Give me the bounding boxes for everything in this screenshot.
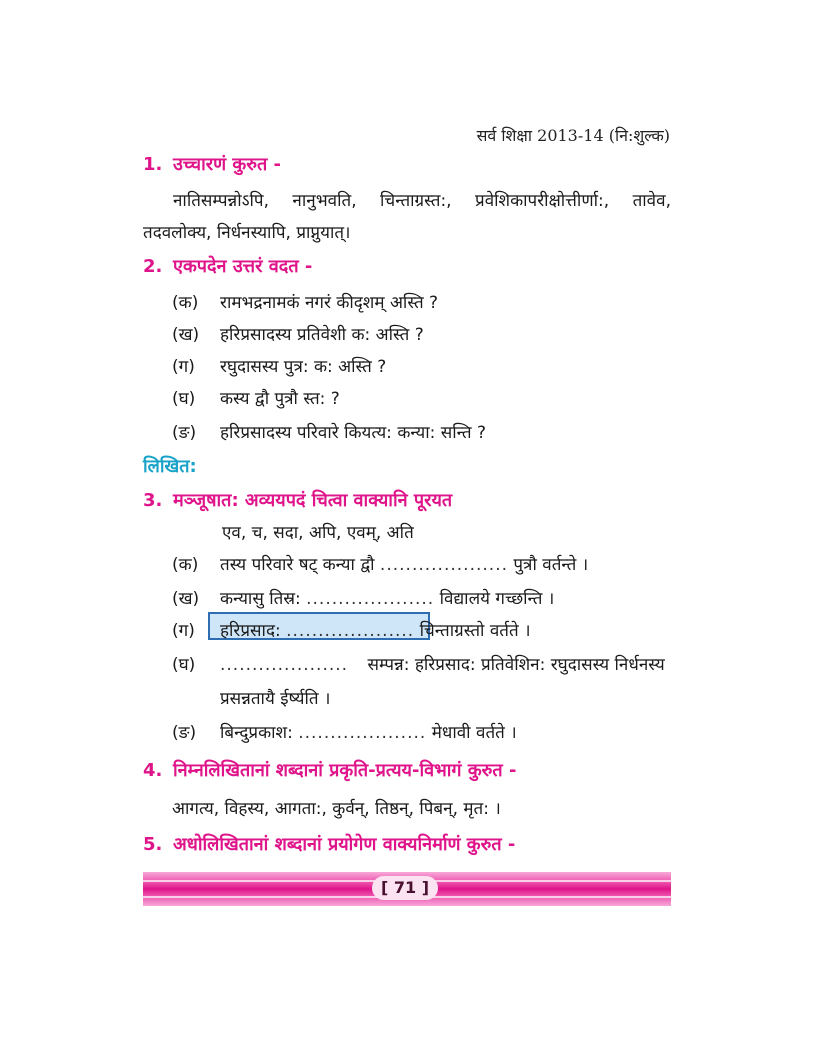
item-text-before: तस्य परिवारे षट् कन्या द्वौ bbox=[220, 555, 375, 575]
item-text-before: बिन्दुप्रकाश: bbox=[220, 723, 293, 743]
section-number: 1. bbox=[143, 154, 163, 175]
question-item bbox=[172, 354, 386, 377]
section-2-heading bbox=[143, 254, 312, 278]
likhita-heading: लिखित: bbox=[143, 456, 197, 477]
fill-item bbox=[172, 586, 554, 609]
fill-item-continuation: प्रसन्नतायै ईर्ष्यति । bbox=[220, 689, 331, 709]
section-title: एकपदेन उत्तरं वदत - bbox=[173, 256, 313, 277]
section-3-heading bbox=[143, 488, 452, 512]
item-marker: (ङ) bbox=[172, 723, 197, 743]
word: नातिसम्पन्नोऽपि, bbox=[173, 191, 269, 211]
word: प्रवेशिकापरीक्षोत्तीर्णा:, bbox=[475, 191, 610, 211]
header-note: सर्व शिक्षा 2013-14 (नि:शुल्क) bbox=[476, 126, 670, 145]
section-number: 4. bbox=[143, 760, 163, 781]
item-text: हरिप्रसादस्य प्रतिवेशी क: अस्ति ? bbox=[220, 325, 424, 345]
item-text-after: पुत्रौ वर्तन्ते । bbox=[513, 555, 589, 575]
question-item bbox=[172, 386, 340, 409]
word: नानुभवति, bbox=[292, 191, 357, 211]
item-text-after: चिन्ताग्रस्तो वर्तते । bbox=[419, 621, 531, 641]
item-marker: (घ) bbox=[172, 655, 196, 675]
fill-item bbox=[172, 552, 588, 575]
section-number: 2. bbox=[143, 256, 163, 277]
word-box: एव, च, सदा, अपि, एवम्, अति bbox=[222, 523, 414, 543]
blank-dots: .................... bbox=[220, 655, 349, 675]
section-title: अधोलिखितानां शब्दानां प्रयोगेण वाक्यनिर्माणं कुरुत - bbox=[173, 834, 516, 855]
item-marker: (क) bbox=[172, 555, 199, 575]
section-title: उच्चारणं कुरुत - bbox=[173, 154, 281, 175]
item-text-after: सम्पन्न: हरिप्रसाद: प्रतिवेशिन: रघुदासस्य निर्धनस्य bbox=[367, 655, 665, 675]
blank-dots: .................... bbox=[286, 621, 415, 641]
item-marker: (घ) bbox=[172, 389, 196, 409]
item-marker: (ग) bbox=[172, 357, 195, 377]
item-marker: (ख) bbox=[172, 589, 200, 609]
section-title: मञ्जूषात: अव्ययपदं चित्वा वाक्यानि पूरयत bbox=[173, 490, 453, 511]
item-text-after: मेधावी वर्तते । bbox=[431, 723, 517, 743]
page-number: [ 71 ] bbox=[372, 876, 438, 900]
section-1-heading bbox=[143, 152, 281, 176]
item-text-before: हरिप्रसाद: bbox=[220, 621, 281, 641]
item-text-after: विद्यालये गच्छन्ति । bbox=[439, 589, 555, 609]
question-item bbox=[172, 290, 438, 313]
section-1-line-1 bbox=[143, 188, 671, 211]
fill-item bbox=[172, 720, 517, 743]
word: चिन्ताग्रस्त:, bbox=[380, 191, 452, 211]
word: तावेव, bbox=[632, 191, 671, 211]
item-text: रघुदासस्य पुत्र: क: अस्ति ? bbox=[220, 357, 387, 377]
section-title: निम्नलिखितानां शब्दानां प्रकृति-प्रत्यय-विभागं कुरुत - bbox=[173, 760, 517, 781]
item-marker: (ङ) bbox=[172, 423, 197, 443]
item-text-before: कन्यासु तिस्र: bbox=[220, 589, 301, 609]
item-text: रामभद्रनामकं नगरं कीदृशम् अस्ति ? bbox=[220, 293, 439, 313]
item-marker: (ख) bbox=[172, 325, 200, 345]
section-number: 3. bbox=[143, 490, 163, 511]
item-marker: (ग) bbox=[172, 621, 195, 641]
item-text: हरिप्रसादस्य परिवारे कियत्य: कन्या: सन्ति ? bbox=[220, 423, 487, 443]
question-item bbox=[172, 420, 486, 443]
item-text: कस्य द्वौ पुत्रौ स्त: ? bbox=[220, 389, 340, 409]
question-item bbox=[172, 322, 424, 345]
blank-dots: .................... bbox=[306, 589, 435, 609]
blank-dots: .................... bbox=[298, 723, 427, 743]
section-5-heading bbox=[143, 832, 515, 856]
section-number: 5. bbox=[143, 834, 163, 855]
section-4-heading bbox=[143, 758, 516, 782]
fill-item bbox=[172, 618, 531, 641]
section-1-line-2: तदवलोक्य, निर्धनस्यापि, प्राप्नुयात्। bbox=[143, 223, 351, 243]
blank-dots: .................... bbox=[379, 555, 508, 575]
fill-item bbox=[172, 652, 665, 675]
item-marker: (क) bbox=[172, 293, 199, 313]
section-4-words: आगत्य, विहस्य, आगता:, कुर्वन्, तिष्ठन्, पिबन्, मृत: । bbox=[172, 799, 501, 819]
